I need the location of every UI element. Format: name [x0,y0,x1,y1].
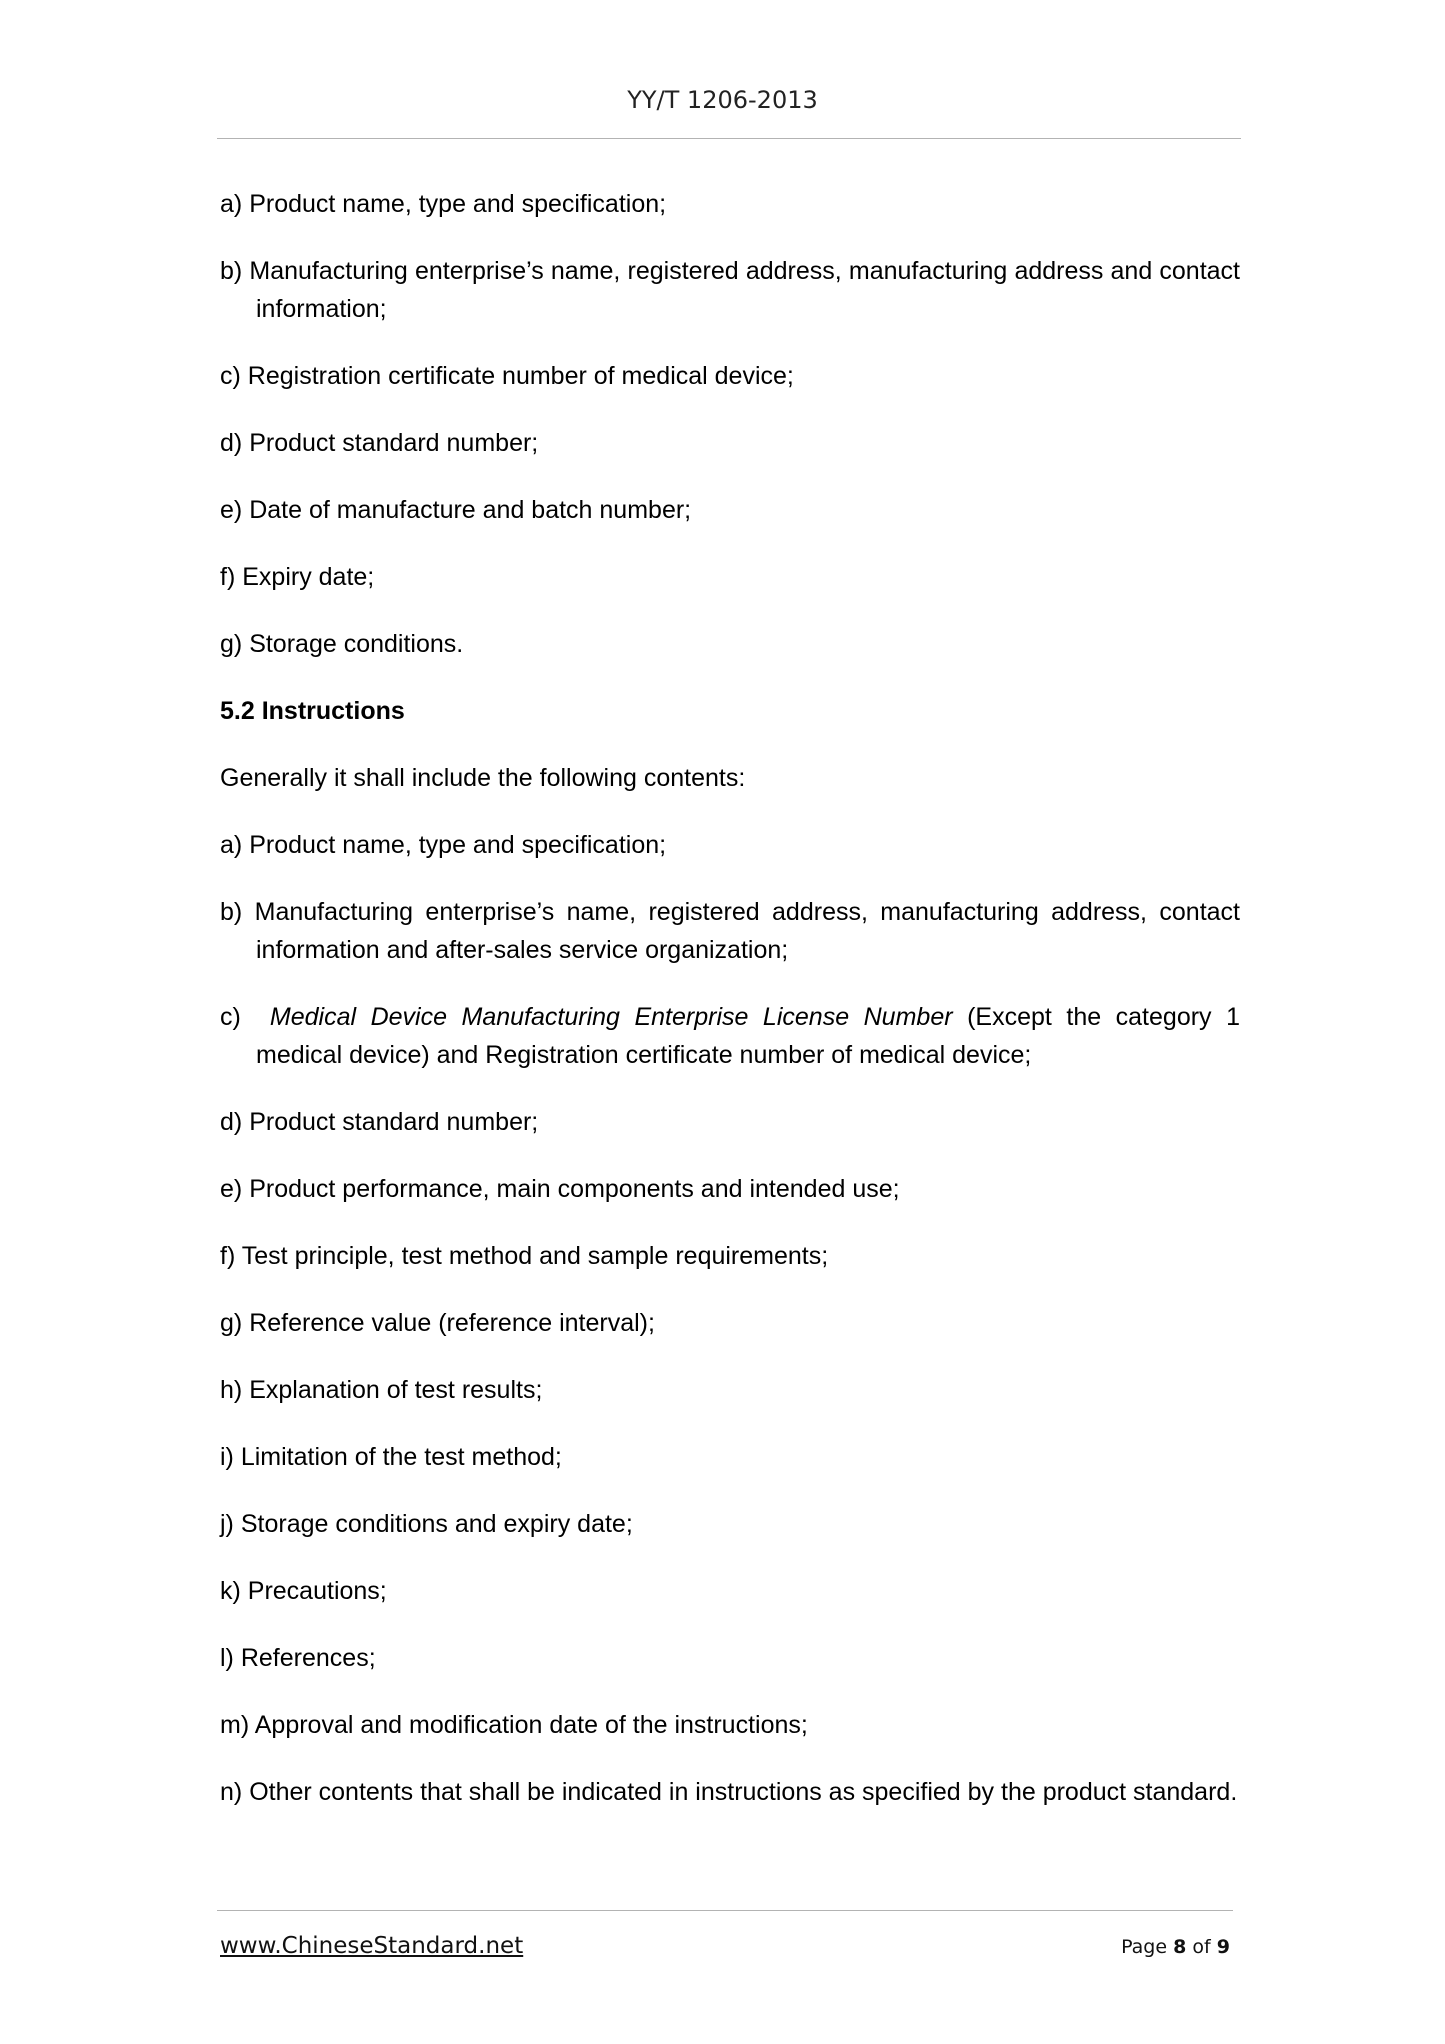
label-item-g [220,625,1240,663]
instructions-item-i [220,1438,1240,1476]
instructions-item-f [220,1237,1240,1275]
item-marker: f) [220,1242,236,1270]
item-text: Approval and modification date of the instructions; [254,1711,808,1739]
item-marker: d) [220,429,243,457]
footer-page-number [1121,1936,1230,1958]
item-text: Product performance, main components and intended use; [249,1175,900,1203]
instructions-item-b [220,893,1240,969]
item-marker: i) [220,1443,234,1471]
label-item-c [220,357,1240,395]
instructions-item-e [220,1170,1240,1208]
section-intro: Generally it shall include the following contents: [220,764,746,792]
label-item-a [220,185,1240,223]
section-heading-instructions: 5.2 Instructions [220,697,405,725]
item-text: Limitation of the test method; [240,1443,562,1471]
item-text: Product name, type and specification; [249,190,667,218]
instructions-item-a [220,826,1240,864]
item-marker: n) [220,1778,243,1806]
item-text: Storage conditions. [249,630,464,658]
instructions-item-j [220,1505,1240,1543]
item-marker: j) [220,1510,234,1538]
item-marker: b) [220,257,243,285]
instructions-item-g [220,1304,1240,1342]
item-marker: f) [220,563,236,591]
page-of: of [1192,1936,1211,1958]
item-text: Manufacturing enterprise’s name, registered address, manufacturing address and contact information; [249,257,1240,323]
item-marker: k) [220,1577,241,1605]
item-text: Other contents that shall be indicated in instructions as specified by the product standard. [249,1778,1238,1806]
item-text: Storage conditions and expiry date; [240,1510,633,1538]
item-text: Expiry date; [242,563,375,591]
item-text: (Except the category 1 medical device) and Registration certificate number of medical device; [256,1003,1240,1069]
item-text: Product standard number; [249,1108,539,1136]
item-marker: e) [220,496,243,524]
item-marker: c) [220,362,241,390]
label-item-f [220,558,1240,596]
document-body [220,185,1240,1840]
page-total: 9 [1216,1936,1230,1958]
item-marker: d) [220,1108,243,1136]
item-text: Product standard number; [249,429,539,457]
item-text: Test principle, test method and sample requirements; [241,1242,829,1270]
label-item-b [220,252,1240,328]
header-divider [217,138,1241,139]
item-marker: g) [220,1309,243,1337]
item-marker: g) [220,630,243,658]
item-marker: a) [220,831,243,859]
item-text: Precautions; [247,1577,387,1605]
item-marker: m) [220,1711,250,1739]
item-text: References; [240,1644,376,1672]
instructions-item-k [220,1572,1240,1610]
item-marker: l) [220,1644,234,1672]
instructions-item-l [220,1639,1240,1677]
item-text: Registration certificate number of medical device; [247,362,794,390]
item-marker: c) [220,1003,241,1031]
item-marker: e) [220,1175,243,1203]
page-prefix: Page [1121,1936,1168,1958]
footer-website-link[interactable]: www.ChineseStandard.net [220,1933,524,1959]
item-marker: a) [220,190,243,218]
instructions-item-n [220,1773,1240,1811]
item-text: Explanation of test results; [249,1376,543,1404]
instructions-item-h [220,1371,1240,1409]
item-text: Manufacturing enterprise’s name, registered address, manufacturing address, contact information and after-sales service organization; [254,898,1240,964]
item-text: Reference value (reference interval); [249,1309,655,1337]
page-current: 8 [1173,1936,1187,1958]
footer-divider [217,1910,1233,1911]
item-text: Date of manufacture and batch number; [249,496,692,524]
label-item-e [220,491,1240,529]
item-marker: b) [220,898,243,926]
page-header-standard-code: YY/T 1206-2013 [627,86,818,114]
instructions-item-d [220,1103,1240,1141]
item-text: Product name, type and specification; [249,831,667,859]
item-marker: h) [220,1376,243,1404]
instructions-item-c [220,998,1240,1074]
license-number-title: Medical Device Manufacturing Enterprise License Number [269,1003,953,1031]
label-item-d [220,424,1240,462]
instructions-item-m [220,1706,1240,1744]
